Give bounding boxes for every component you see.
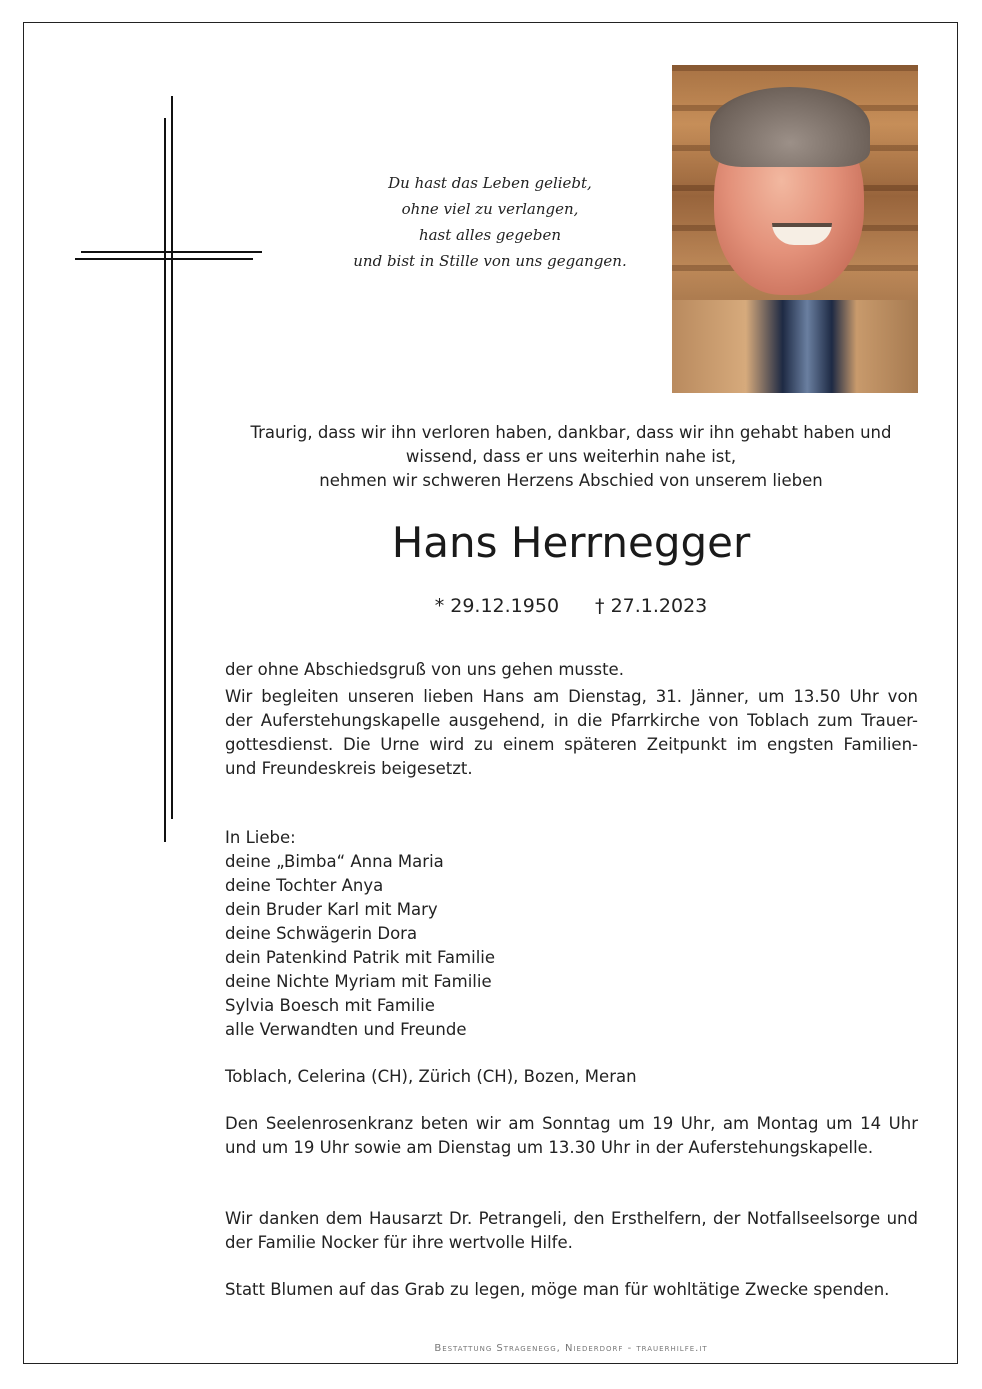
verse-line: hast alles gegeben: [418, 226, 562, 244]
funeral-line: gottesdienst. Die Urne wird zu einem späteren Zeitpunkt im engsten Familien-: [225, 735, 918, 754]
thanks-line: Wir danken dem Hausarzt Dr. Petrangeli, den Ersthelfern, der Notfallseelsorge und: [225, 1209, 918, 1228]
places-text: Toblach, Celerina (CH), Zürich (CH), Bozen, Meran: [225, 1067, 637, 1086]
footer-credit: Bestattung Stragenegg, Niederdorf - trauerhilfe.it: [434, 1343, 708, 1354]
departure-text: der ohne Abschiedsgruß von uns gehen musste.: [225, 660, 624, 679]
departure-line: [225, 658, 918, 682]
rosary-line: und um 19 Uhr sowie am Dienstag um 13.30 Uhr in der Auferstehungskapelle.: [225, 1138, 874, 1157]
rosary-paragraph: [225, 1112, 918, 1160]
verse-line: und bist in Stille von uns gegangen.: [353, 252, 627, 270]
mourners-list: [225, 826, 918, 1042]
birth-date: * 29.12.1950: [434, 595, 560, 617]
verse-line: Du hast das Leben geliebt,: [388, 174, 592, 192]
death-date: † 27.1.2023: [595, 595, 708, 617]
verse-line: ohne viel zu verlangen,: [401, 200, 579, 218]
mourner-line: Sylvia Boesch mit Familie: [225, 996, 435, 1015]
mourner-line: deine Tochter Anya: [225, 876, 384, 895]
mourner-line: dein Patenkind Patrik mit Familie: [225, 948, 496, 967]
thanks-paragraph: [225, 1207, 918, 1255]
memorial-verse: [340, 170, 640, 274]
funeral-line: und Freundeskreis beigesetzt.: [225, 759, 473, 778]
mourner-line: alle Verwandten und Freunde: [225, 1020, 467, 1039]
mourner-line: dein Bruder Karl mit Mary: [225, 900, 438, 919]
mourner-line: deine Nichte Myriam mit Familie: [225, 972, 492, 991]
portrait-photo: [672, 65, 918, 393]
intro-text: [200, 421, 942, 493]
rosary-line: Den Seelenrosenkranz beten wir am Sonntag um 19 Uhr, am Montag um 14 Uhr: [225, 1114, 918, 1133]
flowers-text: Statt Blumen auf das Grab zu legen, möge man für wohltätige Zwecke spenden.: [225, 1280, 890, 1299]
life-dates: [300, 593, 842, 619]
funeral-paragraph: [225, 685, 918, 781]
thanks-line: der Familie Nocker für ihre wertvolle Hilfe.: [225, 1233, 573, 1252]
mourner-line: deine Schwägerin Dora: [225, 924, 418, 943]
mourner-line: deine „Bimba“ Anna Maria: [225, 852, 444, 871]
intro-line: Traurig, dass wir ihn verloren haben, dankbar, dass wir ihn gehabt haben und: [250, 423, 892, 442]
intro-line: wissend, dass er uns weiterhin nahe ist,: [405, 447, 737, 466]
funeral-line: der Auferstehungskapelle ausgehend, in die Pfarrkirche von Toblach zum Trauer-: [225, 711, 918, 730]
places-line: [225, 1065, 918, 1089]
intro-line: nehmen wir schweren Herzens Abschied von unserem lieben: [319, 471, 823, 490]
flowers-note: [225, 1278, 918, 1302]
deceased-name: Hans Herrnegger: [391, 518, 751, 567]
mourner-line: In Liebe:: [225, 828, 296, 847]
funeral-line: Wir begleiten unseren lieben Hans am Dienstag, 31. Jänner, um 13.50 Uhr von: [225, 687, 918, 706]
